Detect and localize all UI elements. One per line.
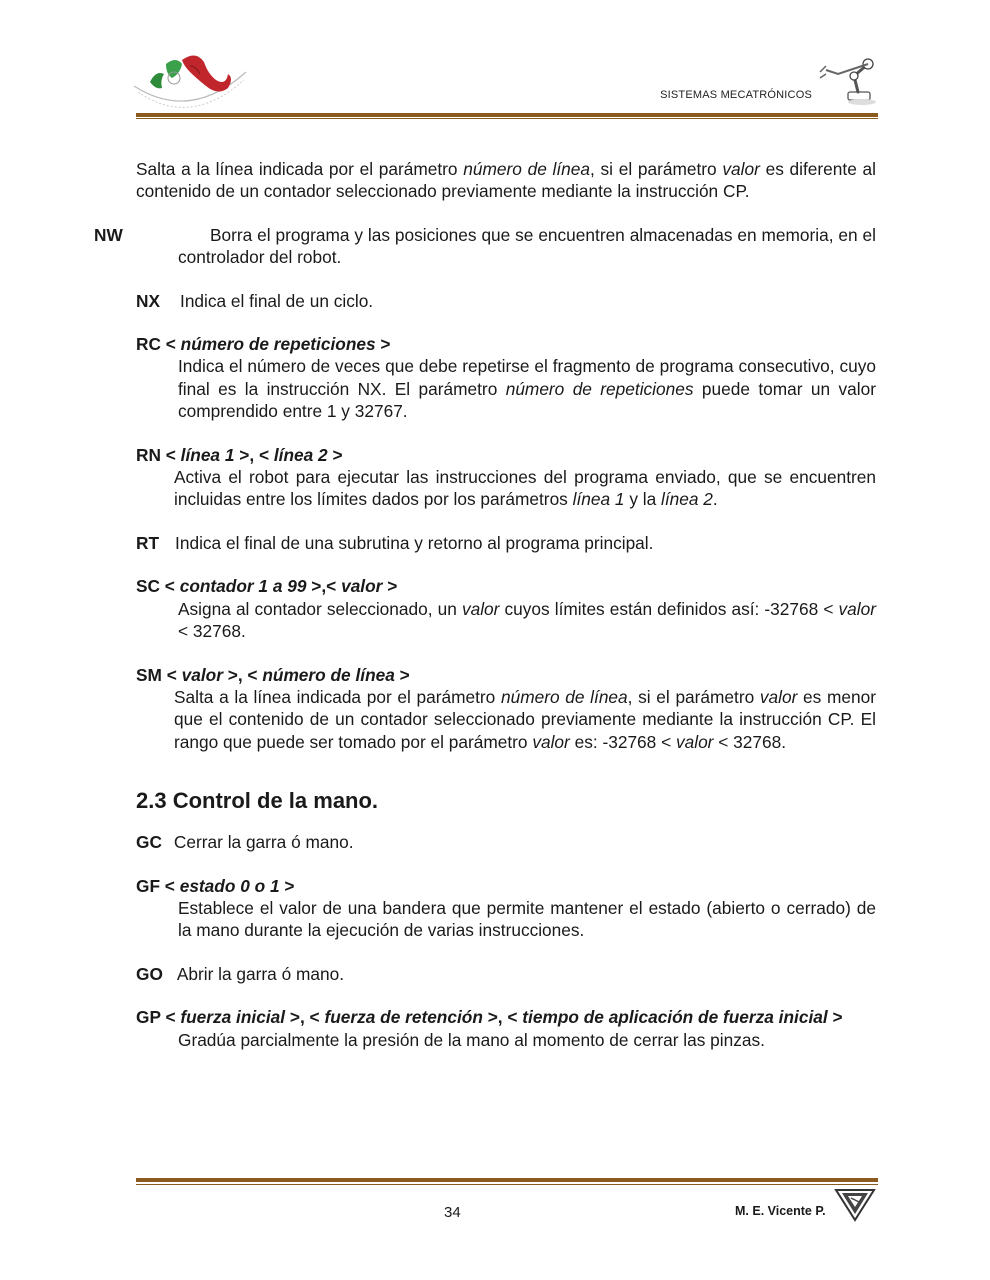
institute-triangle-logo-icon (834, 1186, 876, 1222)
command-signature: GF < estado 0 o 1 > (136, 875, 295, 896)
entry-sm (136, 664, 876, 754)
entry-go (136, 963, 876, 985)
entry-nx (136, 290, 876, 312)
command-signature: SM < valor >, < número de línea > (136, 664, 410, 685)
page-number: 34 (444, 1204, 461, 1221)
command-description: Indica el final de una subrutina y retorno al programa principal. (175, 532, 654, 553)
footer-rule (136, 1178, 878, 1182)
command-description: Salta a la línea indicada por el parámetro número de línea, si el parámetro valor es menor que el contenido de un contador seleccionado previamente mediante la instrucción CP. El rango que puede ser tomado por el parámetro valor es: -32768 < valor < 32768. (174, 686, 876, 752)
entry-rt (136, 532, 876, 554)
command-code: RT (136, 532, 160, 553)
command-description: Cerrar la garra ó mano. (173, 832, 354, 853)
command-description: Gradúa parcialmente la presión de la mano al momento de cerrar las pinzas. (178, 1029, 765, 1050)
command-signature: GP < fuerza inicial >, < fuerza de retención >, < tiempo de aplicación de fuerza inicial > (136, 1007, 843, 1028)
command-signature: RC < número de repeticiones > (136, 334, 391, 355)
mexico-map-logo-icon (128, 42, 252, 116)
entry-sc (136, 575, 876, 642)
command-code: NW (94, 224, 123, 245)
entry-gp (136, 1006, 876, 1051)
command-code: GC (136, 832, 162, 853)
entry-nw (94, 224, 876, 269)
command-description: Activa el robot para ejecutar las instrucciones del programa enviado, que se encuentren incluidas entre los límites dados por los parámetros línea 1 y la línea 2. (174, 467, 876, 510)
header-rule (136, 113, 878, 117)
command-description: Asigna al contador seleccionado, un valor cuyos límites están definidos así: -32768 < valor < 32768. (178, 598, 876, 642)
author-name: M. E. Vicente P. (735, 1204, 826, 1218)
entry-rn (136, 444, 876, 511)
entry-rc (136, 333, 876, 423)
header-title: SISTEMAS MECATRÓNICOS (660, 89, 812, 101)
entry-gc (136, 831, 876, 853)
command-description: Establece el valor de una bandera que permite mantener el estado (abierto o cerrado) de la mano durante la ejecución de varias instrucciones. (178, 897, 876, 941)
header-rule-thin (136, 118, 878, 119)
section-heading: 2.3 Control de la mano. (136, 788, 379, 814)
command-code: NX (136, 290, 161, 311)
command-signature: SC < contador 1 a 99 >,< valor > (136, 576, 398, 597)
command-description: Indica el final de un ciclo. (180, 290, 374, 311)
command-code: GO (136, 963, 163, 984)
command-signature: RN < línea 1 >, < línea 2 > (136, 444, 343, 465)
intro-paragraph: Salta a la línea indicada por el parámetro número de línea, si el parámetro valor es diferente al contenido de un contador seleccionado previamente mediante la instrucción CP. (136, 159, 876, 202)
command-description: Abrir la garra ó mano. (176, 963, 345, 984)
command-description: Borra el programa y las posiciones que se encuentren almacenadas en memoria, en el controlador del robot. (178, 224, 876, 268)
entry-gf (136, 875, 876, 942)
robot-arm-icon (818, 52, 880, 108)
command-description: Indica el número de veces que debe repetirse el fragmento de programa consecutivo, cuyo final es la instrucción NX. El parámetro número de repeticiones puede tomar un valor comprendido entre 1 y 32767. (178, 356, 876, 422)
document-body (94, 158, 876, 1051)
footer-rule-thin (136, 1184, 878, 1185)
